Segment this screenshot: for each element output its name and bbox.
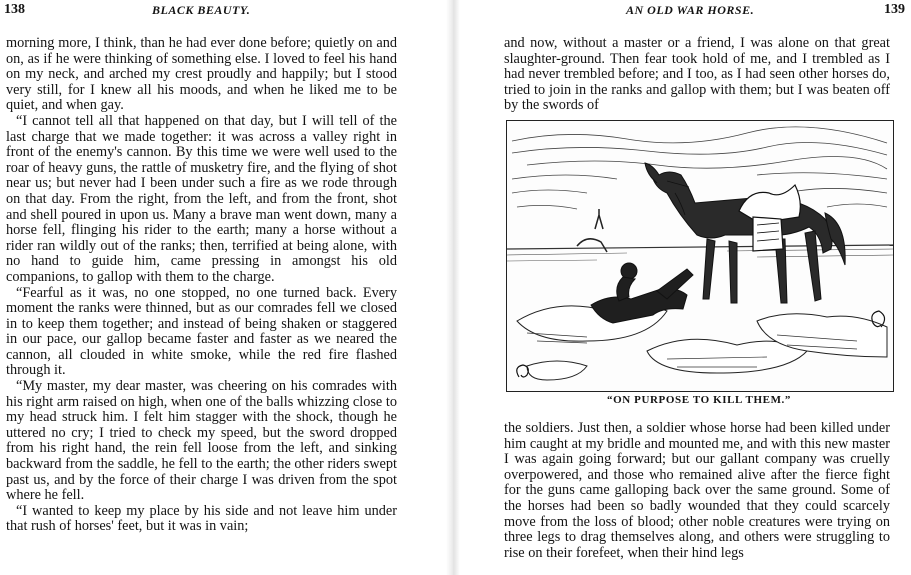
paragraph: “I cannot tell all that happened on that day, but I will tell of the last charge that we made together: it was across a valley right in front of the enemy's cannon. By this time we were well used to the roar of heavy guns, the rattle of musketry fire, and the flying of shot near us; but never had I been under such a fire as we rode through on that day. From the right, from the left, and from the front, shot and shell poured in upon us. Many a brave man went down, many a horse fell, flinging his rider to the earth; many a horse without a rider ran wildly out of the ranks; then, terrified at being alone, with no hand to guide him, came pressing in amongst his old companions, to gallop with them to the charge. (6, 112, 397, 285)
illustration-caption: “ON PURPOSE TO KILL THEM.” (607, 394, 791, 406)
right-page (466, 0, 911, 575)
right-page-header (466, 2, 911, 22)
right-page-text-top (504, 36, 890, 114)
paragraph: “I wanted to keep my place by his side and not leave him under that rush of horses' feet, but it was in vain; (6, 502, 397, 535)
paragraph: “Fearful as it was, no one stopped, no one turned back. Every moment the ranks were thinned, but as our comrades fell we closed in to keep them together; and instead of being shaken or staggered in our pace, our gallop became faster and faster as we neared the cannon, all clouded in white smoke, while the red fire flashed through it. (6, 284, 397, 379)
right-page-text-bottom (504, 421, 890, 561)
paragraph: morning more, I think, than he had ever done before; quietly on and on, as if he were thinking of something else. I loved to feel his hand on my neck, and arched my crest proudly and happily; but I stood very still, for I knew all his moods, and when he liked me to be quiet, and when gay. (6, 35, 397, 114)
paragraph: “My master, my dear master, was cheering on his comrades with his right arm raised on high, when one of the balls whizzing close to my head struck him. I felt him stagger with the shock, though he uttered no cry; I tried to check my speed, but the sword dropped from his right hand, the rein fell loose from the left, and sinking backward from the saddle, he fell to the earth; the other riders swept past us, and by the force of their charge I was driven from the spot where he fell. (6, 378, 397, 504)
right-running-title: AN OLD WAR HORSE. (626, 3, 755, 17)
right-page-number: 139 (884, 2, 905, 17)
paragraph: the soldiers. Just then, a soldier whose horse had been killed under him caught at my bridle and mounted me, and with this new master I was again going forward; but our gallant company was cruelly overpowered, and those who remained alive after the fierce fight for the guns came galloping back over the same ground. Some of the horses had been so badly wounded that they could scarcely move from the loss of blood; other noble creatures were trying on three legs to drag themselves along, and others were struggling to rise on their forefeet, when their hind legs (504, 420, 890, 561)
left-page-header (0, 2, 440, 22)
book-gutter (446, 0, 460, 575)
paragraph: and now, without a master or a friend, I was alone on that great slaughter-ground. Then fear took hold of me, and I trembled as I had never trembled before; and I too, as I had seen other horses do, tried to join in the ranks and gallop with them; but I was beaten off by the swords of (504, 35, 890, 114)
left-page-number: 138 (4, 2, 25, 17)
left-running-title: BLACK BEAUTY. (152, 3, 251, 17)
left-page-text (6, 36, 397, 535)
horse-fallen-soldier-illustration (506, 120, 894, 392)
left-page (0, 0, 440, 575)
